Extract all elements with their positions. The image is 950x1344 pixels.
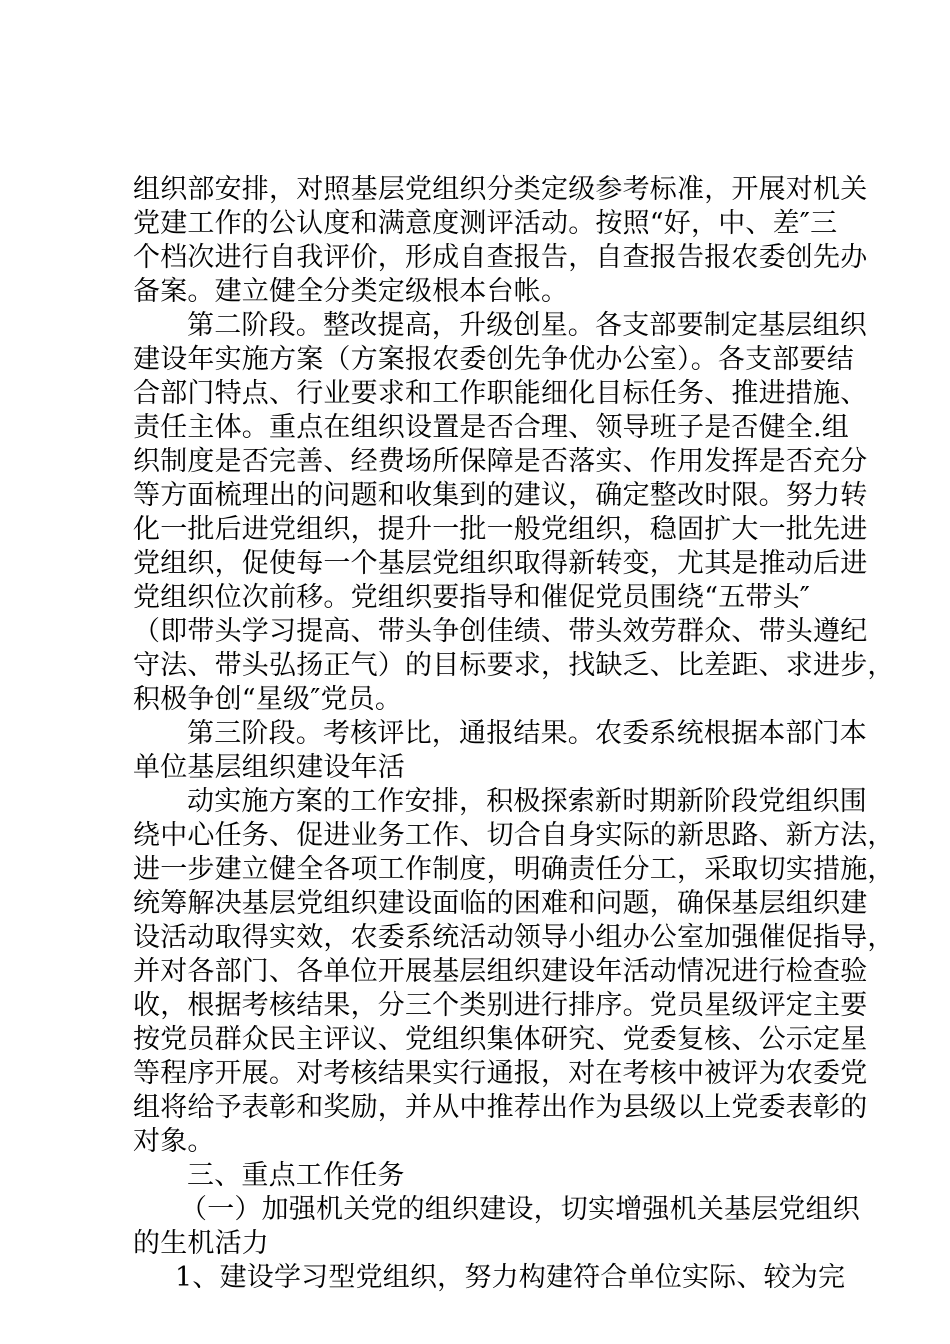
text-line: 等程序开展。对考核结果实行通报，对在考核中被评为农委党 [133,1058,868,1089]
text-line: 守法、带头弘扬正气）的目标要求，找缺乏、比差距、求进步， [133,650,895,681]
text-line: 单位基层组织建设年活 [133,752,405,783]
section-heading: 三、重点工作任务 [187,1160,405,1191]
text-line: 党建工作的公认度和满意度测评活动。按照“好，中、差″三 [133,208,838,239]
text-line: 并对各部门、各单位开展基层组织建设年活动情况进行检查验 [133,956,868,987]
text-line: 个档次进行自我评价，形成自查报告，自查报告报农委创先办 [133,242,868,273]
paragraph-start-line: 动实施方案的工作安排，积极探索新时期新阶段党组织围 [187,786,867,817]
text-line: 的生机活力 [133,1228,269,1259]
subsection-heading: （一）加强机关党的组织建设，切实增强机关基层党组织 [180,1194,860,1225]
text-line: 收，根据考核结果，分三个类别进行排序。党员星级评定主要 [133,990,868,1021]
text-line: （即带头学习提高、带头争创佳绩、带头效劳群众、带头遵纪 [133,616,868,647]
text-line: 党组织，促使每一个基层党组织取得新转变，尤其是推动后进 [133,548,868,579]
text-line: 备案。建立健全分类定级根本台帐。 [133,276,569,307]
text-line: 责任主体。重点在组织设置是否合理、领导班子是否健全.组 [133,412,849,443]
text-line: 化一批后进党组织，提升一批一般党组织，稳固扩大一批先进 [133,514,868,545]
text-line: 进一步建立健全各项工作制度，明确责任分工，采取切实措施， [133,854,895,885]
text-line: 按党员群众民主评议、党组织集体研究、党委复核、公示定星 [133,1024,868,1055]
text-line: 组将给予表彰和奖励，并从中推荐出作为县级以上党委表彰的 [133,1092,868,1123]
text-line: 织制度是否完善、经费场所保障是否落实、作用发挥是否充分 [133,446,868,477]
paragraph-start-line: 第三阶段。考核评比，通报结果。农委系统根据本部门本 [187,718,867,749]
numbered-item-line: 1、建设学习型党组织，努力构建符合单位实际、较为完 [175,1262,846,1293]
text-line: 统筹解决基层党组织建设面临的困难和问题，确保基层组织建 [133,888,868,919]
text-line: 党组织位次前移。党组织要指导和催促党员围绕“五带头″ [133,582,811,613]
text-line: 积极争创“星级″党员。 [133,684,403,715]
text-line: 等方面梳理出的问题和收集到的建议，确定整改时限。努力转 [133,480,868,511]
paragraph-start-line: 第二阶段。整改提高，升级创星。各支部要制定基层组织 [187,310,867,341]
text-line: 合部门特点、行业要求和工作职能细化目标任务、推进措施、 [133,378,868,409]
text-line: 建设年实施方案（方案报农委创先争优办公室）。各支部要结 [133,344,854,375]
text-line: 对象。 [133,1126,215,1157]
text-line: 组织部安排，对照基层党组织分类定级参考标准，开展对机关 [133,174,868,205]
text-line: 绕中心任务、促进业务工作、切合自身实际的新思路、新方法， [133,820,895,851]
text-line: 设活动取得实效，农委系统活动领导小组办公室加强催促指导， [133,922,895,953]
